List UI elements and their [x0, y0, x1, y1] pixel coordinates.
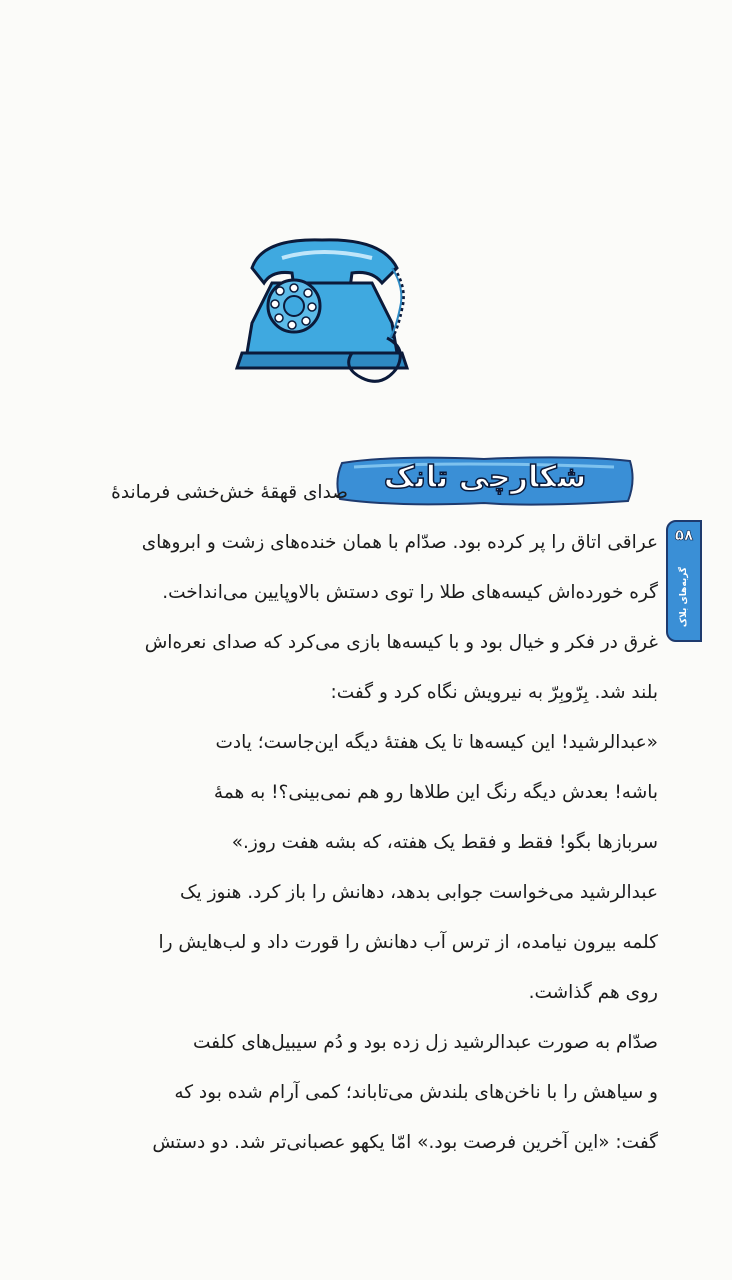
text-line: کلمه بیرون نیامده، از ترس آب دهانش را قورت داد و لب‌هایش را [158, 932, 658, 953]
text-line: غرق در فکر و خیال بود و با کیسه‌ها بازی می‌کرد که صدای نعره‌اش [144, 632, 658, 653]
text-line: گفت: «این آخرین فرصت بود.» امّا یکهو عصبانی‌تر شد. دو دستش [152, 1132, 658, 1153]
text-line: «عبدالرشید! این کیسه‌ها تا یک هفتهٔ دیگه این‌جاست؛ یادت [215, 732, 658, 753]
text-line: گره خورده‌اش کیسه‌های طلا را توی دستش بالاوپایین می‌انداخت. [162, 582, 658, 603]
text-line: صدّام به صورت عبدالرشید زل زده بود و دُم سیبیل‌های کلفت [192, 1032, 658, 1053]
page-number: ۵۸ [674, 526, 694, 544]
body-text [30, 470, 658, 1170]
text-line: باشه! بعدش دیگه رنگ این طلاها رو هم نمی‌بینی؟! به همهٔ [213, 782, 658, 803]
text-line: بلند شد. بِرّوبِرّ به نیرویش نگاه کرد و گفت: [330, 682, 658, 703]
rotary-telephone-icon [222, 228, 422, 398]
chapter-title: شکارچی تانک [383, 460, 587, 495]
text-line: و سیاهش را با ناخن‌های بلندش می‌تاباند؛ کمی آرام شده بود که [174, 1082, 658, 1103]
page-side-tab [666, 520, 702, 642]
text-line: روی هم گذاشت. [528, 982, 658, 1003]
text-line: صدای قهقهٔ خش‌خشی فرماندهٔ [111, 482, 348, 503]
text-line: سربازها بگو! فقط و فقط یک هفته، که بشه هفت روز.» [231, 832, 658, 853]
text-line: عبدالرشید می‌خواست جوابی بدهد، دهانش را باز کرد. هنوز یک [180, 882, 658, 903]
text-line: عراقی اتاق را پر کرده بود. صدّام با همان خنده‌های زشت و ابروهای [141, 532, 658, 553]
book-title-label: گربه‌های بلاک [679, 566, 689, 628]
